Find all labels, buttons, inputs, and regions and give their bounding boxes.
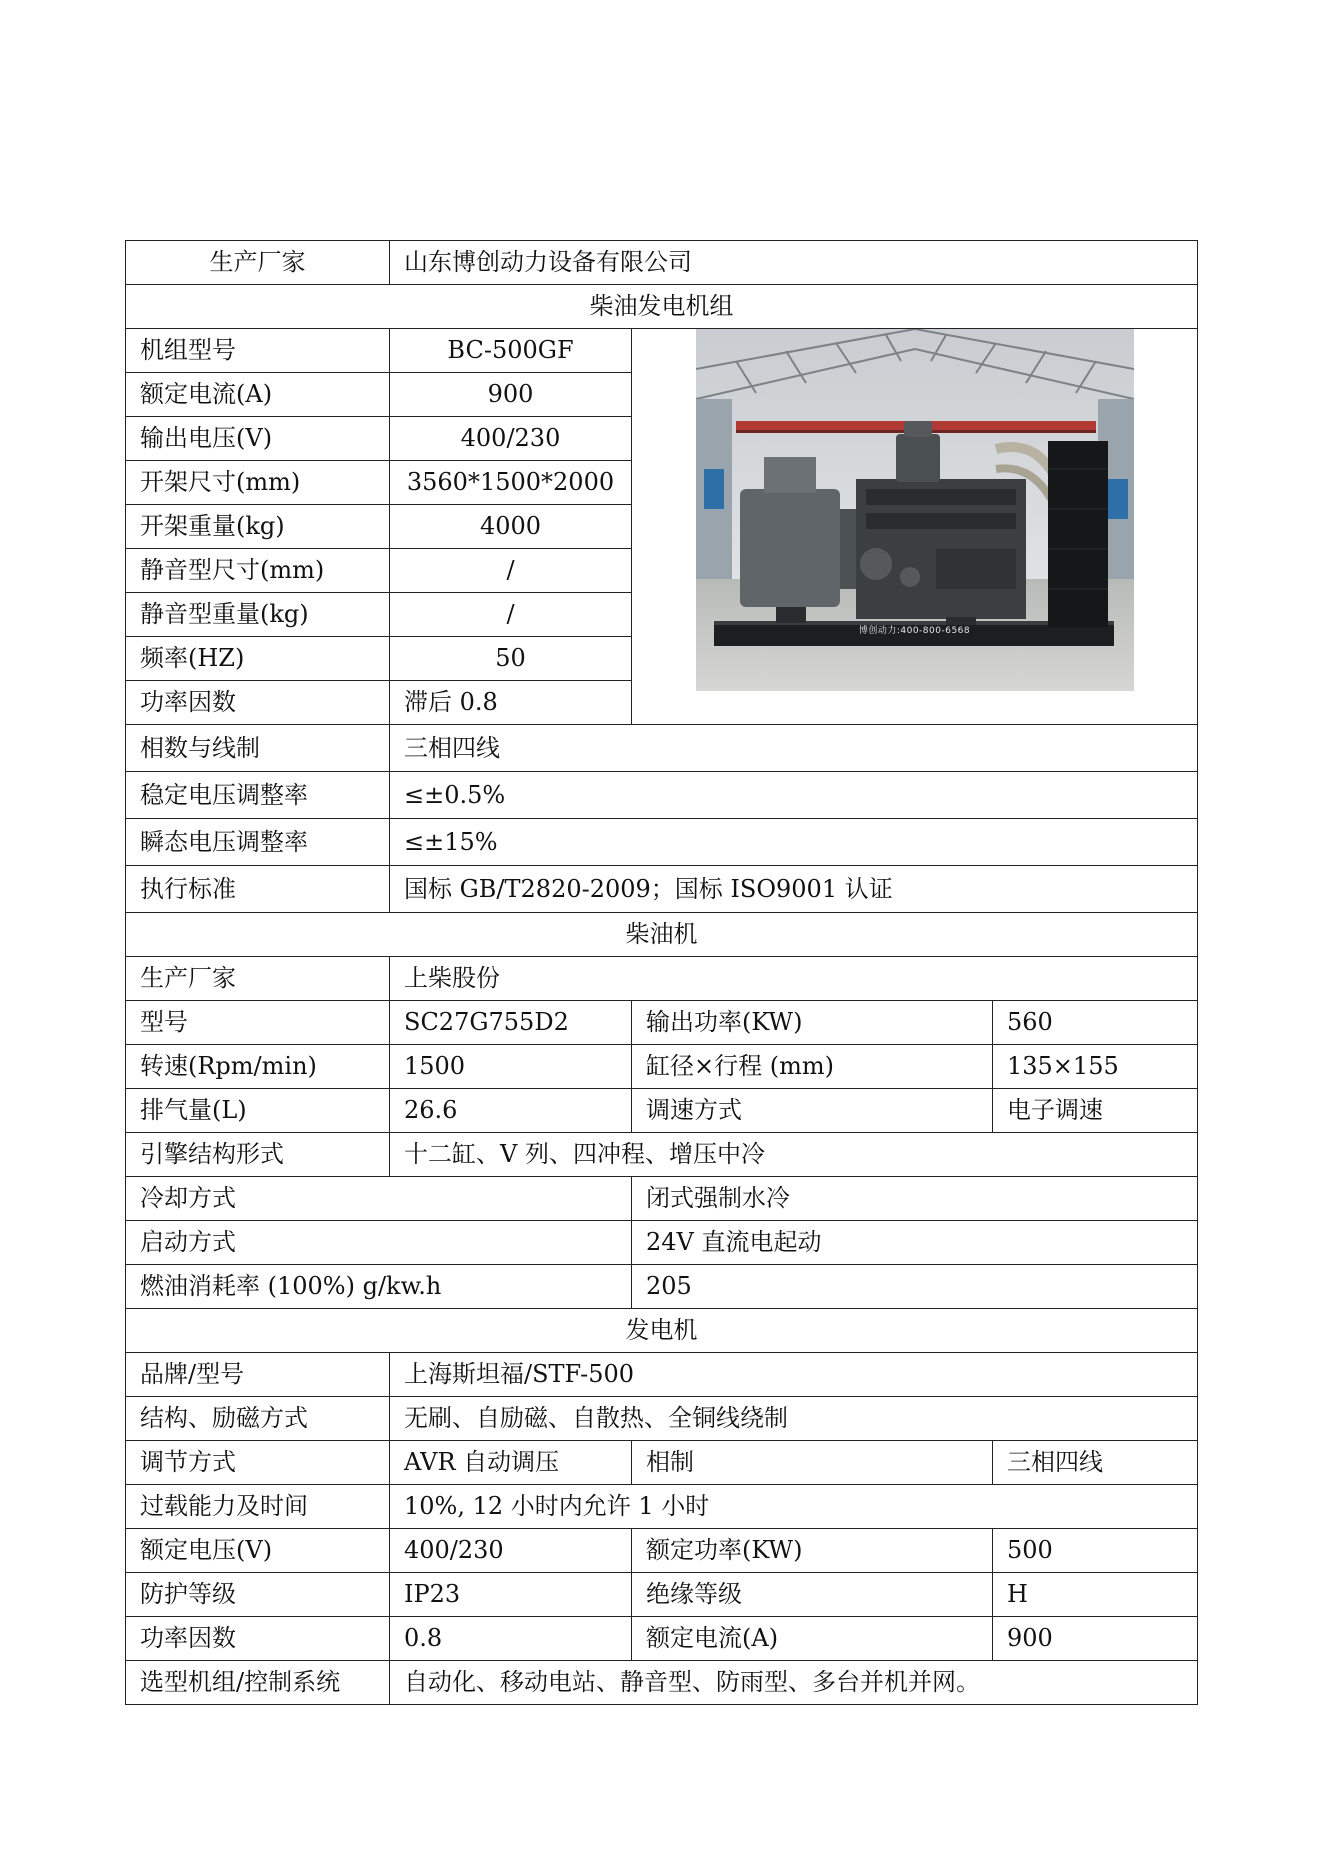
value-cell: 205 (632, 1265, 1198, 1309)
row-alt-power-factor (126, 1617, 1198, 1661)
value-cell: 135×155 (993, 1045, 1198, 1089)
value-cell: 560 (993, 1001, 1198, 1045)
value-cell: 400/230 (390, 1529, 632, 1573)
value-cell: AVR 自动调压 (390, 1441, 632, 1485)
row-alt-voltage (126, 1529, 1198, 1573)
value-cell: 26.6 (390, 1089, 632, 1133)
label-cell: 开架尺寸(mm) (126, 461, 390, 505)
label-cell: 防护等级 (126, 1573, 390, 1617)
value-cell: ≤±15% (390, 819, 1198, 866)
label-cell: 额定电流(A) (632, 1617, 993, 1661)
label-cell: 过载能力及时间 (126, 1485, 390, 1529)
value-cell: SC27G755D2 (390, 1001, 632, 1045)
row-alt-overload (126, 1485, 1198, 1529)
row-alt-protection (126, 1573, 1198, 1617)
spec-table (125, 240, 1198, 1705)
label-cell: 开架重量(kg) (126, 505, 390, 549)
value-cell: 400/230 (390, 417, 632, 461)
row-engine-structure (126, 1133, 1198, 1177)
label-cell: 生产厂家 (126, 241, 390, 285)
label-cell: 稳定电压调整率 (126, 772, 390, 819)
value-cell: ≤±0.5% (390, 772, 1198, 819)
label-cell: 机组型号 (126, 329, 390, 373)
value-cell: 三相四线 (390, 725, 1198, 772)
label-cell: 排气量(L) (126, 1089, 390, 1133)
value-cell: 50 (390, 637, 632, 681)
row-engine-displacement (126, 1089, 1198, 1133)
label-cell: 相数与线制 (126, 725, 390, 772)
row-engine-starting (126, 1221, 1198, 1265)
section-title: 发电机 (126, 1309, 1198, 1353)
row-alt-options (126, 1661, 1198, 1705)
row-genset-phase (126, 725, 1198, 772)
genset-photo-cell (632, 329, 1198, 725)
label-cell: 燃油消耗率 (100%) g/kw.h (126, 1265, 632, 1309)
section-title: 柴油机 (126, 913, 1198, 957)
value-cell: BC-500GF (390, 329, 632, 373)
value-cell: 24V 直流电起动 (632, 1221, 1198, 1265)
label-cell: 输出电压(V) (126, 417, 390, 461)
photo-caption: 博创动力:400-800-6568 (858, 626, 971, 636)
label-cell: 静音型重量(kg) (126, 593, 390, 637)
value-cell: 3560*1500*2000 (390, 461, 632, 505)
label-cell: 功率因数 (126, 1617, 390, 1661)
label-cell: 型号 (126, 1001, 390, 1045)
value-cell: 闭式强制水冷 (632, 1177, 1198, 1221)
label-cell: 引擎结构形式 (126, 1133, 390, 1177)
value-cell: / (390, 593, 632, 637)
row-alt-regulation (126, 1441, 1198, 1485)
label-cell: 静音型尺寸(mm) (126, 549, 390, 593)
label-cell: 额定电流(A) (126, 373, 390, 417)
label-cell: 执行标准 (126, 866, 390, 913)
value-cell: 500 (993, 1529, 1198, 1573)
label-cell: 额定电压(V) (126, 1529, 390, 1573)
value-cell: H (993, 1573, 1198, 1617)
label-cell: 绝缘等级 (632, 1573, 993, 1617)
label-cell: 冷却方式 (126, 1177, 632, 1221)
value-cell: 十二缸、V 列、四冲程、增压中冷 (390, 1133, 1198, 1177)
row-engine-manufacturer (126, 957, 1198, 1001)
label-cell: 额定功率(KW) (632, 1529, 993, 1573)
value-cell: 电子调速 (993, 1089, 1198, 1133)
value-cell: 国标 GB/T2820-2009；国标 ISO9001 认证 (390, 866, 1198, 913)
value-cell: 4000 (390, 505, 632, 549)
label-cell: 转速(Rpm/min) (126, 1045, 390, 1089)
value-cell: 无刷、自励磁、自散热、全铜线绕制 (390, 1397, 1198, 1441)
section-header-engine (126, 913, 1198, 957)
value-cell: 0.8 (390, 1617, 632, 1661)
label-cell: 功率因数 (126, 681, 390, 725)
label-cell: 缸径×行程 (mm) (632, 1045, 993, 1089)
value-cell: 自动化、移动电站、静音型、防雨型、多台并机并网。 (390, 1661, 1198, 1705)
label-cell: 瞬态电压调整率 (126, 819, 390, 866)
value-cell: IP23 (390, 1573, 632, 1617)
row-manufacturer (126, 241, 1198, 285)
value-cell: 三相四线 (993, 1441, 1198, 1485)
value-cell: 上海斯坦福/STF-500 (390, 1353, 1198, 1397)
label-cell: 调速方式 (632, 1089, 993, 1133)
label-cell: 生产厂家 (126, 957, 390, 1001)
value-cell: 900 (390, 373, 632, 417)
value-cell: 滞后 0.8 (390, 681, 632, 725)
label-cell: 品牌/型号 (126, 1353, 390, 1397)
section-header-alternator (126, 1309, 1198, 1353)
label-cell: 输出功率(KW) (632, 1001, 993, 1045)
label-cell: 启动方式 (126, 1221, 632, 1265)
value-cell: / (390, 549, 632, 593)
section-header-genset (126, 285, 1198, 329)
label-cell: 选型机组/控制系统 (126, 1661, 390, 1705)
value-cell: 上柴股份 (390, 957, 1198, 1001)
label-cell: 结构、励磁方式 (126, 1397, 390, 1441)
row-genset-steady-reg (126, 772, 1198, 819)
section-title: 柴油发电机组 (126, 285, 1198, 329)
label-cell: 相制 (632, 1441, 993, 1485)
value-cell: 1500 (390, 1045, 632, 1089)
label-cell: 频率(HZ) (126, 637, 390, 681)
row-engine-model (126, 1001, 1198, 1045)
value-cell: 10%, 12 小时内允许 1 小时 (390, 1485, 1198, 1529)
genset-photo (696, 329, 1134, 691)
row-engine-fuel (126, 1265, 1198, 1309)
row-alt-excitation (126, 1397, 1198, 1441)
value-cell: 900 (993, 1617, 1198, 1661)
row-alt-brand (126, 1353, 1198, 1397)
label-cell: 调节方式 (126, 1441, 390, 1485)
row-genset-standard (126, 866, 1198, 913)
row-genset-model (126, 329, 1198, 373)
row-genset-transient-reg (126, 819, 1198, 866)
value-cell: 山东博创动力设备有限公司 (390, 241, 1198, 285)
row-engine-cooling (126, 1177, 1198, 1221)
row-engine-speed (126, 1045, 1198, 1089)
